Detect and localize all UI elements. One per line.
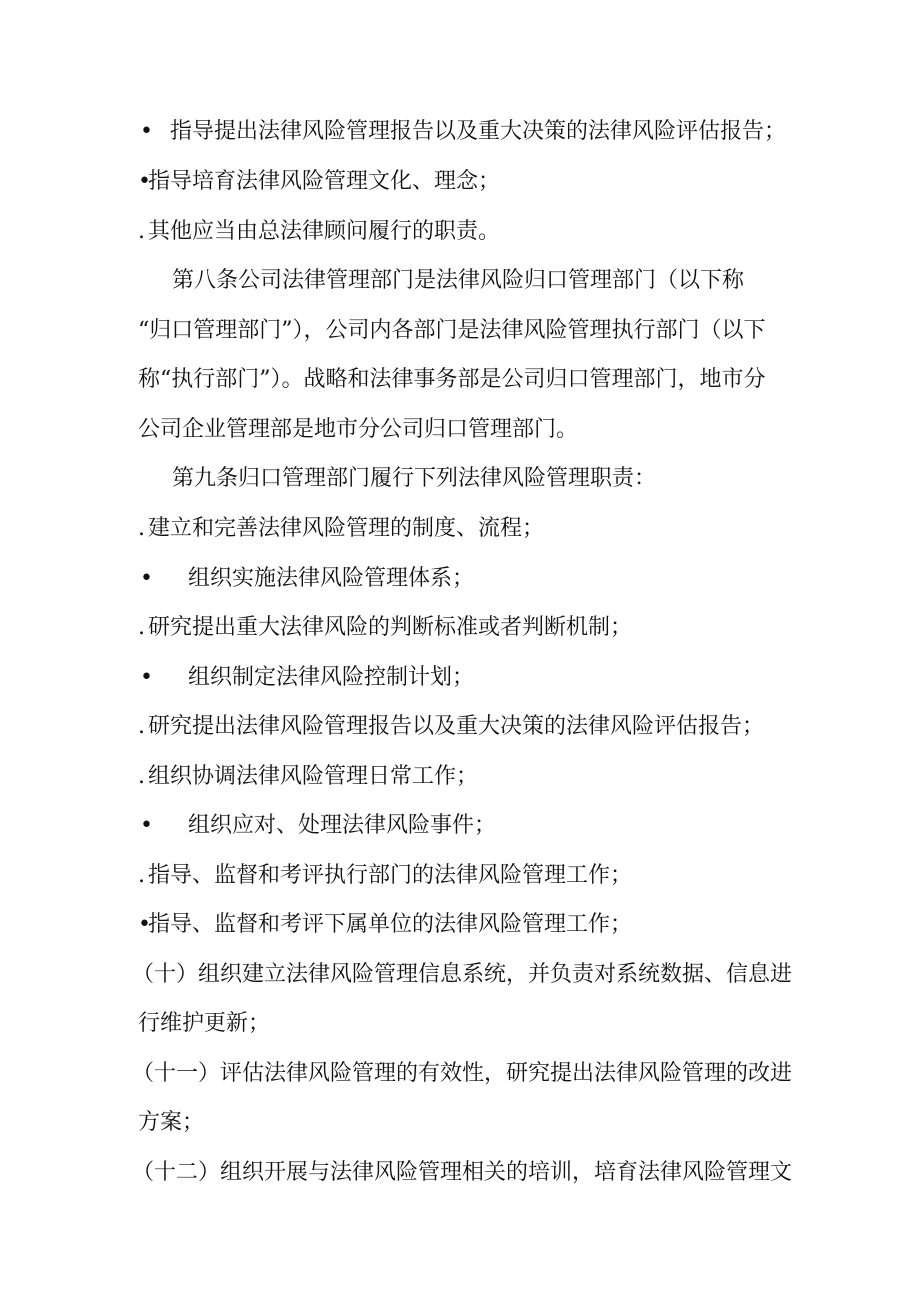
line-text: 组织实施法律风险管理体系； (188, 566, 475, 591)
bullet-marker: • (140, 665, 153, 690)
bullet-marker: • (140, 566, 153, 591)
paragraph-line (138, 1009, 270, 1039)
line-text: 第八条公司法律管理部门是法律风险归口管理部门（以下称 (172, 268, 745, 293)
list-item (138, 514, 544, 544)
line-text: 研究提出重大法律风险的判断标准或者判断机制； (148, 615, 633, 640)
paragraph-line (132, 960, 792, 990)
paragraph-line (132, 1059, 792, 1089)
list-item (138, 762, 478, 792)
line-text: 组织协调法律风险管理日常工作； (148, 764, 479, 789)
bullet-marker: . (138, 219, 145, 244)
line-text: 公司企业管理部是地市分公司归口管理部门。 (138, 417, 579, 442)
bullet-marker: . (138, 764, 145, 789)
line-text: 方案； (138, 1110, 205, 1135)
line-text: （十二）组织开展与法律风险管理相关的培训，培育法律风险管理文 (132, 1160, 793, 1185)
paragraph-line (172, 464, 656, 494)
list-item (140, 811, 496, 841)
paragraph-line (138, 316, 766, 346)
line-text: 组织应对、处理法律风险事件； (188, 813, 497, 838)
list-item (138, 217, 500, 247)
paragraph-line (132, 1158, 792, 1188)
line-text: 研究提出法律风险管理报告以及重大决策的法律风险评估报告； (148, 714, 765, 739)
line-text: 其他应当由总法律顾问履行的职责。 (148, 219, 501, 244)
line-text: 指导、监督和考评执行部门的法律风险管理工作； (148, 863, 633, 888)
list-item (138, 712, 764, 742)
line-text: 行维护更新； (138, 1011, 271, 1036)
paragraph-line (172, 266, 744, 296)
line-text: 指导、监督和考评下属单位的法律风险管理工作； (148, 912, 633, 937)
list-item (140, 564, 474, 594)
bullet-marker: • (140, 813, 153, 838)
line-text: 指导提出法律风险管理报告以及重大决策的法律风险评估报告； (170, 119, 787, 144)
line-text: 第九条归口管理部门履行下列法律风险管理职责： (172, 466, 657, 491)
line-text: （十）组织建立法律风险管理信息系统，并负责对系统数据、信息进 (132, 962, 793, 987)
bullet-marker: • (138, 169, 151, 194)
bullet-marker: . (138, 516, 145, 541)
line-text: 组织制定法律风险控制计划； (188, 665, 475, 690)
paragraph-line (138, 365, 766, 395)
list-item (138, 613, 632, 643)
paragraph-line (138, 1108, 204, 1138)
line-text: 称“执行部门”）。战略和法律事务部是公司归口管理部门，地市分 (138, 367, 766, 392)
line-text: 建立和完善法律风险管理的制度、流程； (148, 516, 545, 541)
list-item (140, 663, 474, 693)
bullet-marker: . (138, 863, 145, 888)
list-item (138, 861, 632, 891)
list-item (140, 117, 786, 147)
bullet-marker: • (138, 912, 151, 937)
paragraph-line (138, 415, 578, 445)
bullet-marker: . (138, 615, 145, 640)
bullet-marker: • (140, 119, 153, 144)
list-item (138, 910, 632, 940)
bullet-marker: . (138, 714, 145, 739)
line-text: 指导培育法律风险管理文化、理念； (148, 169, 501, 194)
line-text: （十一）评估法律风险管理的有效性，研究提出法律风险管理的改进 (132, 1061, 793, 1086)
list-item (138, 167, 500, 197)
line-text: “归口管理部门”），公司内各部门是法律风险管理执行部门（以下 (138, 318, 766, 343)
